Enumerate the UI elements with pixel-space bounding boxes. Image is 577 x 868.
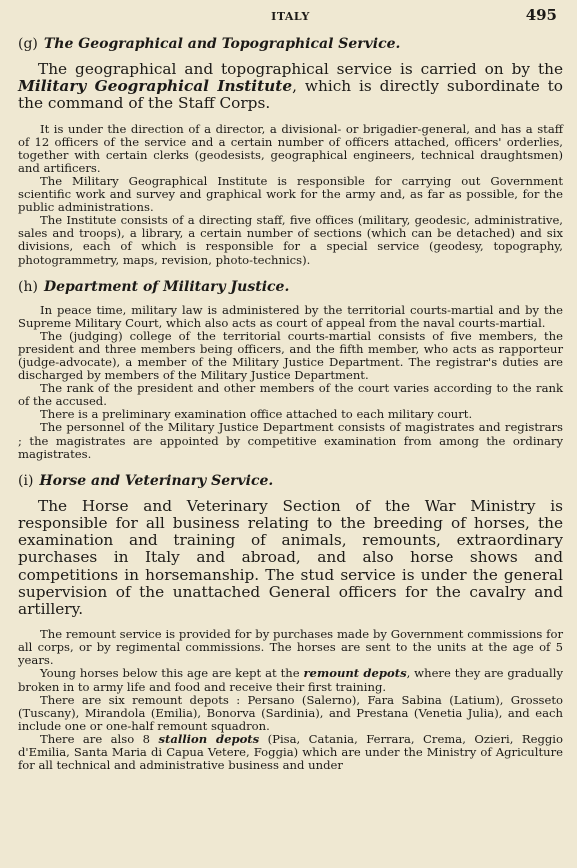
section-mark: (h) bbox=[18, 278, 38, 295]
paragraph: The personnel of the Military Justice Department consists of magistrates and registrars ; the magistrates are appointed by competitive examination from among the ordinary magistrates. bbox=[18, 420, 563, 461]
paragraph: It is under the direction of a director, a divisional- or brigadier-general, and has a staff of 12 officers of the service and a certain number of officers attached, officers' orderlies, together with certain clerks (geodesists, geographical engineers, technical draughtsmen) and artificers. bbox=[18, 121, 563, 175]
section-mark: (g) bbox=[18, 36, 38, 52]
paragraph: The Military Geographical Institute is responsible for carrying out Government scientific work and survey and graphical work for the army and, as far as possible, for the public administrations. bbox=[18, 173, 563, 215]
paragraph bbox=[18, 733, 563, 772]
paragraph: The remount service is provided for by purchases made by Government commissions for all corps, or by regimental commissions. The horses are sent to the units at the age of 5 years. bbox=[18, 627, 563, 668]
section-military-justice bbox=[18, 279, 563, 461]
emphasis-text: Military Geographical Institute bbox=[18, 77, 293, 96]
paragraph: There are six remount depots : Persano (Salerno), Fara Sabina (Latium), Grosseto (Tuscany), Mirandola (Emilia), Bonorva (Sardinia), and Prestana (Venetia Julia), and each include one or one-half remount squadron. bbox=[18, 692, 563, 733]
section-mark: (i) bbox=[18, 472, 34, 489]
section-title: Department of Military Justice. bbox=[43, 278, 290, 295]
section-geographical-service bbox=[18, 36, 563, 267]
text-run: There are also 8 bbox=[40, 731, 159, 746]
section-horse-veterinary bbox=[18, 473, 563, 772]
running-title: ITALY bbox=[271, 10, 310, 23]
text-run: The geographical and topographical service is carried on by the bbox=[38, 60, 563, 78]
paragraph: There is a preliminary examination office attached to each military court. bbox=[40, 407, 473, 422]
section-heading bbox=[18, 36, 563, 53]
paragraph: In peace time, military law is administered by the territorial courts-martial and by the Supreme Military Court, which also acts as court of appeal from the naval courts-martial. bbox=[18, 302, 563, 330]
section-heading bbox=[18, 473, 563, 490]
lead-paragraph: The Horse and Veterinary Section of the War Ministry is responsible for all business relating to the breeding of horses, the examination and training of animals, remounts, extraordinary purchases in Italy and abroad, and also horse shows and competitions in horsemanship. The stud service is under the general supervision of the unattached General officers for the cavalry and artillery. bbox=[18, 496, 563, 618]
text-run: , where they are gradually broken in to army life and food and receive their first training. bbox=[18, 666, 563, 694]
section-title: Horse and Veterinary Service. bbox=[39, 472, 274, 489]
page-number: 495 bbox=[525, 6, 557, 24]
paragraph: The rank of the president and other members of the court varies according to the rank of the accused. bbox=[18, 381, 563, 409]
paragraph: The Institute consists of a directing staff, five offices (military, geodesic, administrative, sales and troops), a library, a certain number of sections (which can be detached) and six divisions, each of which is responsible for a special service (geodesy, topography, photogrammetry, maps, revision, photo-technics). bbox=[18, 213, 563, 267]
running-head bbox=[18, 6, 563, 32]
emphasis-text: stallion depots bbox=[158, 731, 260, 746]
paragraph bbox=[18, 667, 563, 693]
emphasis-text: remount depots bbox=[303, 666, 407, 681]
text-run: , which is directly subordinate to the command of the Staff Corps. bbox=[18, 77, 563, 113]
lead-paragraph bbox=[18, 61, 563, 113]
section-title: The Geographical and Topographical Service. bbox=[43, 36, 401, 52]
text-run: Young horses below this age are kept at the bbox=[40, 666, 304, 681]
paragraph: The (judging) college of the territorial courts-martial consists of five members, the president and three members being officers, and the fifth member, who acts as rapporteur (judge-advocate), a member of the Military Justice Department. The registrar's duties are discharged by members of the Military Justice Department. bbox=[18, 328, 563, 383]
text-run: (Pisa, Catania, Ferrara, Crema, Ozieri, Reggio d'Emilia, Santa Maria di Capua Vetere, Foggia) which are under the Ministry of Agriculture for all technical and administrative business and under bbox=[18, 731, 563, 773]
section-heading bbox=[18, 279, 563, 296]
